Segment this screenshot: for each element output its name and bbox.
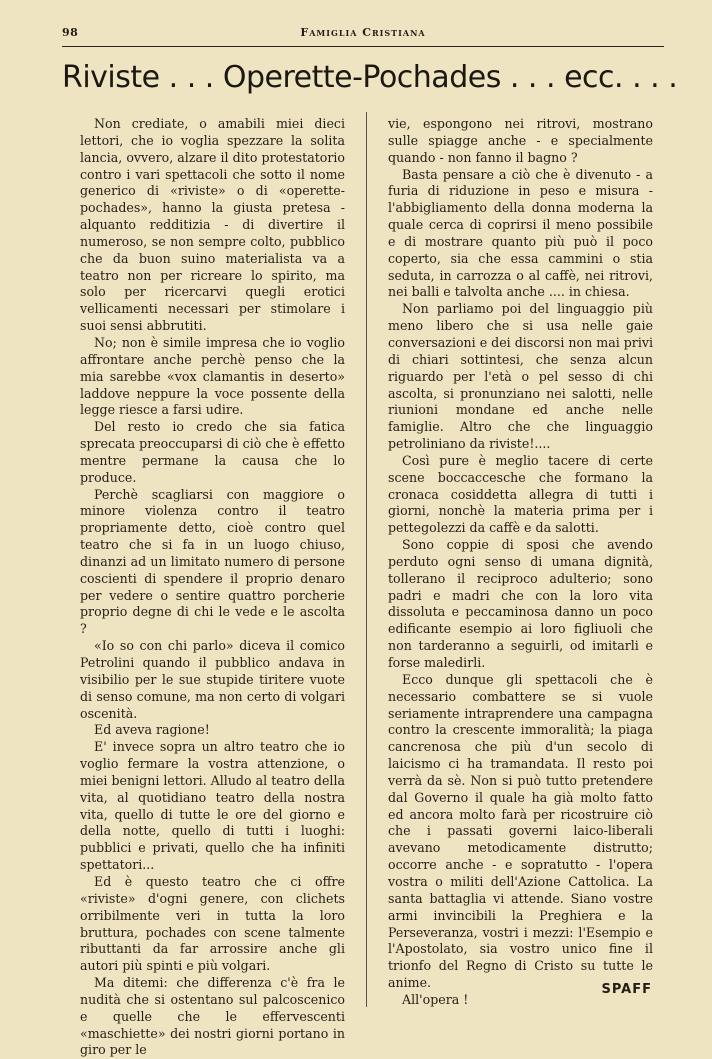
paragraph: Perchè scagliarsi con maggiore o minore violenza contro il teatro propriamente detto, cioè contro quel teatro che si fa in un luogo chiuso, dinanzi ad un limitato numero di persone coscienti di spendere il proprio denaro per vedere o sentire quattro porcherie proprio degne di chi le vede e le ascolta ? bbox=[80, 486, 345, 637]
paragraph: Del resto io credo che sia fatica sprecata preoccuparsi di ciò che è effetto mentre permane la causa che lo produce. bbox=[80, 419, 345, 485]
page-header bbox=[62, 24, 664, 44]
author-signature: SPAFF bbox=[601, 982, 652, 997]
paragraph: Ed aveva ragione! bbox=[94, 722, 210, 738]
page-number: 98 bbox=[62, 26, 79, 39]
paragraph: Sono coppie di sposi che avendo perduto ogni senso di umana dignità, tollerano il reciproco adulterio; sono padri e madri che con la loro vita dissoluta e peccaminosa danno un poco edificante esempio ai loro figliuoli che non tarderanno a seguirli, od imitarli e forse maledirli. bbox=[388, 537, 653, 670]
paragraph: No; non è simile impresa che io voglio affrontare anche perchè penso che la mia sarebbe «vox clamantis in deserto» laddove neppure la voce possente della legge riesce a farsi udire. bbox=[80, 334, 345, 418]
paragraph: All'opera ! bbox=[402, 991, 469, 1007]
article-title: Riviste . . . Operette-Pochades . . . ecc. . . . bbox=[62, 60, 678, 95]
paragraph: Non parliamo poi del linguaggio più meno libero che si usa nelle gaie conversazioni e dei discorsi non mai privi di chiari sottintesi, che senza alcun riguardo per l'età o pel sesso di chi ascolta, si pronunziano nei salotti, nelle riunioni mondane ed anche nelle famiglie. Altro che che linguaggio petroliniano da riviste!.... bbox=[388, 301, 653, 452]
right-column bbox=[388, 116, 653, 1009]
paragraph: Ma ditemi: che differenza c'è fra le nudità che si ostentano sul palcoscenico e quelle che le effervescenti «maschiette» dei nostri giorni portano in giro per le bbox=[80, 975, 345, 1058]
paragraph: Ecco dunque gli spettacoli che è necessario combattere se si vuole seriamente intraprendere una campagna contro la crescente immoralità; la piaga cancrenosa che più d'un secolo di laicismo ci ha tramandata. Il resto poi verrà da sè. Non si può tutto pretendere dal Governo il quale ha già molto fatto ed ancora molto farà per ricostruire ciò che i passati governi laico-liberali avevano metodicamente distrutto; occorre anche - e sopratutto - l'opera vostra o militi dell'Azione Cattolica. La santa battaglia vi attende. Siano vostre armi invincibili la Preghiera e la Perseveranza, vostri i mezzi: l'Esempio e l'Apostolato, sia vostro unico fine il trionfo del Regno di Cristo su tutte le anime. bbox=[388, 671, 653, 991]
paragraph: E' invece sopra un altro teatro che io voglio fermare la vostra attenzione, o miei benigni lettori. Alludo al teatro della vita, al quotidiano teatro della nostra vita, quello di tutte le ore del giorno e della notte, quello di tutti i luoghi: pubblici e privati, quello che ha infiniti spettatori... bbox=[80, 739, 345, 873]
paragraph-continued: vie, espongono nei ritrovi, mostrano sulle spiagge anche - e specialmente quando - non fanno il bagno ? bbox=[388, 116, 653, 165]
paragraph: Così pure è meglio tacere di certe scene boccaccesche che formano la cronaca cosiddetta allegra di tutti i giorni, nonchè la materia prima per i pettegolezzi da caffè e da salotti. bbox=[388, 452, 653, 536]
left-column bbox=[80, 116, 345, 1059]
paragraph: «Io so con chi parlo» diceva il comico Petrolini quando il pubblico andava in visibilio per le sue stupide tiritere vuote di senso comune, ma non certo di volgari oscenità. bbox=[80, 638, 345, 721]
column-divider bbox=[366, 112, 367, 1007]
paragraph: Ed è questo teatro che ci offre «riviste» d'ogni genere, con clichets orribilmente veri in tutta la loro bruttura, pochades con scene talmente ributtanti da far arrossire anche gli autori più spinti e più volgari. bbox=[80, 873, 345, 974]
header-rule bbox=[62, 46, 664, 47]
paragraph: Non crediate, o amabili miei dieci lettori, che io voglia spezzare la solita lancia, ovvero, alzare il dito protestatorio contro i vari spettacoli che sotto il nome generico di «riviste» o di «operette-pochades», hanno la giusta pretesa - alquanto redditizia - di divertire il numeroso, se non sempre colto, pubblico che da buon suino materialista va a teatro non per ricreare lo spirito, ma solo per ricercarvi quegli erotici vellicamenti necessari per stimolare i suoi sensi abbrutiti. bbox=[80, 116, 345, 334]
paragraph: Basta pensare a ciò che è divenuto - a furia di riduzione in peso e misura - l'abbigliamento della donna moderna la quale cerca di coprirsi il meno possibile e di mostrare quanto più può il poco coperto, sia che essa cammini o stia seduta, in carrozza o al caffè, nei ritrovi, nei balli e talvolta anche .... in chiesa. bbox=[388, 166, 653, 300]
running-head: Famiglia Cristiana bbox=[300, 26, 426, 39]
